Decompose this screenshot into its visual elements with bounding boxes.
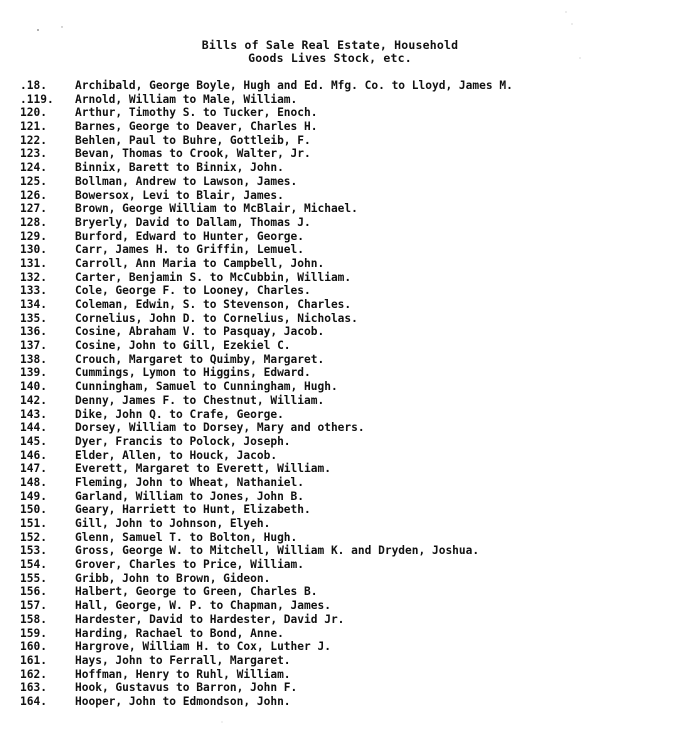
- list-item: [20, 353, 680, 367]
- entry-text: Cummings, Lymon to Higgins, Edward.: [75, 366, 311, 380]
- list-item: [20, 189, 680, 203]
- entry-text: Burford, Edward to Hunter, George.: [75, 229, 305, 243]
- entry-number: 135.: [20, 311, 47, 325]
- entry-number: 156.: [20, 585, 47, 599]
- entry-number: 140.: [20, 380, 47, 394]
- entry-text: Hays, John to Ferrall, Margaret.: [75, 653, 291, 667]
- entry-number: 128.: [20, 215, 47, 229]
- entry-number: 164.: [20, 694, 47, 708]
- list-item: [20, 449, 680, 463]
- entry-number: 149.: [20, 489, 47, 503]
- entry-text: Hall, George, W. P. to Chapman, James.: [75, 599, 331, 613]
- list-item: [20, 599, 680, 613]
- entry-text: Garland, William to Jones, John B.: [75, 489, 305, 503]
- entry-text: Bevan, Thomas to Crook, Walter, Jr.: [75, 147, 311, 161]
- entry-number: .18.: [20, 79, 47, 92]
- list-item: [20, 394, 680, 408]
- entry-text: Harding, Rachael to Bond, Anne.: [75, 626, 284, 640]
- entry-number: 120.: [20, 106, 47, 120]
- entry-text: Dyer, Francis to Polock, Joseph.: [75, 434, 291, 448]
- entry-text: Glenn, Samuel T. to Bolton, Hugh.: [75, 530, 298, 544]
- entry-text: Fleming, John to Wheat, Nathaniel.: [75, 475, 305, 489]
- entry-number: 125.: [20, 174, 47, 188]
- entry-number: 151.: [20, 517, 47, 530]
- entry-list: [20, 79, 680, 709]
- entry-text: Geary, Harriett to Hunt, Elizabeth.: [75, 503, 311, 517]
- entry-text: Everett, Margaret to Everett, William.: [75, 462, 331, 476]
- list-item: [20, 325, 680, 339]
- entry-number: 137.: [20, 339, 47, 353]
- list-item: [20, 695, 680, 709]
- entry-text: Bryerly, David to Dallam, Thomas J.: [75, 215, 311, 229]
- entry-number: 157.: [20, 599, 47, 613]
- entry-text: Carr, James H. to Griffin, Lemuel.: [75, 243, 305, 257]
- entry-number: 132.: [20, 270, 47, 284]
- entry-number: 126.: [20, 188, 47, 202]
- entry-text: Archibald, George Boyle, Hugh and Ed. Mfg. Co. to Lloyd, James M.: [75, 79, 513, 92]
- entry-text: Binnix, Barett to Binnix, John.: [75, 161, 284, 175]
- list-item: [20, 476, 680, 490]
- entry-text: Gribb, John to Brown, Gideon.: [75, 571, 271, 585]
- list-item: [20, 531, 680, 545]
- list-item: [20, 312, 680, 326]
- entry-number: 152.: [20, 530, 47, 544]
- entry-text: Hoffman, Henry to Ruhl, William.: [75, 667, 291, 681]
- entry-number: 123.: [20, 147, 47, 161]
- entry-number: 136.: [20, 325, 47, 339]
- entry-number: 134.: [20, 298, 47, 311]
- list-item: [20, 134, 680, 148]
- entry-text: Crouch, Margaret to Quimby, Margaret.: [75, 352, 325, 366]
- entry-text: Hargrove, William H. to Cox, Luther J.: [75, 640, 331, 654]
- list-item: [20, 106, 680, 120]
- entry-number: 124.: [20, 161, 47, 175]
- entry-number: 147.: [20, 462, 47, 476]
- list-item: [20, 284, 680, 298]
- entry-number: 153.: [20, 544, 47, 558]
- entry-number: 161.: [20, 653, 47, 667]
- entry-text: Dike, John Q. to Crafe, George.: [75, 407, 284, 421]
- entry-number: 155.: [20, 571, 47, 585]
- entry-text: Gross, George W. to Mitchell, William K. and Dryden, Joshua.: [75, 544, 480, 558]
- entry-number: 148.: [20, 475, 47, 489]
- list-item: [20, 640, 680, 654]
- entry-number: 150.: [20, 503, 47, 517]
- entry-number: 146.: [20, 448, 47, 462]
- entry-text: Dorsey, William to Dorsey, Mary and others.: [75, 421, 365, 435]
- list-item: [20, 380, 680, 394]
- entry-number: 160.: [20, 640, 47, 654]
- list-item: [20, 366, 680, 380]
- document-title-line-1: Bills of Sale Real Estate, Household: [201, 38, 459, 52]
- entry-text: Brown, George William to McBlair, Michael.: [75, 202, 358, 216]
- entry-number: 122.: [20, 133, 47, 147]
- entry-number: 142.: [20, 393, 47, 407]
- list-item: [20, 544, 680, 558]
- list-item: [20, 613, 680, 627]
- entry-text: Coleman, Edwin, S. to Stevenson, Charles.: [75, 298, 352, 311]
- entry-number: 154.: [20, 558, 47, 572]
- entry-text: Cosine, Abraham V. to Pasquay, Jacob.: [75, 325, 325, 339]
- entry-text: Hardester, David to Hardester, David Jr.: [75, 612, 345, 626]
- entry-text: Hook, Gustavus to Barron, John F.: [75, 681, 298, 695]
- list-item: [20, 462, 680, 476]
- entry-number: 162.: [20, 667, 47, 681]
- list-item: [20, 298, 680, 312]
- entry-text: Behlen, Paul to Buhre, Gottleib, F.: [75, 133, 311, 147]
- entry-text: Elder, Allen, to Houck, Jacob.: [75, 448, 278, 462]
- list-item: [20, 339, 680, 353]
- entry-number: 138.: [20, 352, 47, 366]
- entry-text: Cole, George F. to Looney, Charles.: [75, 284, 311, 298]
- list-item: [20, 627, 680, 641]
- list-item: [20, 503, 680, 517]
- entry-text: Gill, John to Johnson, Elyeh.: [75, 517, 271, 530]
- entry-number: 145.: [20, 434, 47, 448]
- list-item: [20, 243, 680, 257]
- list-item: [20, 435, 680, 449]
- entry-text: Bowersox, Levi to Blair, James.: [75, 188, 284, 202]
- list-item: [20, 408, 680, 422]
- list-item: [20, 93, 680, 107]
- entry-text: Halbert, George to Green, Charles B.: [75, 585, 318, 599]
- entry-number: 144.: [20, 421, 47, 435]
- entry-number: 133.: [20, 284, 47, 298]
- entry-text: Cornelius, John D. to Cornelius, Nicholas.: [75, 311, 358, 325]
- entry-number: 158.: [20, 612, 47, 626]
- entry-text: Barnes, George to Deaver, Charles H.: [75, 120, 318, 134]
- list-item: [20, 572, 680, 586]
- list-item: [20, 421, 680, 435]
- entry-number: 139.: [20, 366, 47, 380]
- entry-text: Bollman, Andrew to Lawson, James.: [75, 174, 298, 188]
- entry-text: Hooper, John to Edmondson, John.: [75, 694, 291, 708]
- entry-text: Arnold, William to Male, William.: [75, 92, 298, 106]
- entry-text: Carroll, Ann Maria to Campbell, John.: [75, 256, 325, 270]
- list-item: [20, 230, 680, 244]
- entry-number: 129.: [20, 229, 47, 243]
- entry-text: Cosine, John to Gill, Ezekiel C.: [75, 339, 291, 353]
- entry-text: Denny, James F. to Chestnut, William.: [75, 393, 325, 407]
- list-item: [20, 120, 680, 134]
- entry-number: 130.: [20, 243, 47, 257]
- list-item: [20, 585, 680, 599]
- list-item: [20, 681, 680, 695]
- list-item: [20, 668, 680, 682]
- list-item: [20, 517, 680, 531]
- list-item: [20, 558, 680, 572]
- entry-number: .119.: [20, 92, 54, 106]
- list-item: [20, 147, 680, 161]
- entry-text: Cunningham, Samuel to Cunningham, Hugh.: [75, 380, 338, 394]
- list-item: [20, 216, 680, 230]
- list-item: [20, 79, 680, 93]
- list-item: [20, 490, 680, 504]
- entry-number: 163.: [20, 681, 47, 695]
- entry-number: 159.: [20, 626, 47, 640]
- list-item: [20, 175, 680, 189]
- list-item: [20, 654, 680, 668]
- entry-number: 131.: [20, 256, 47, 270]
- list-item: [20, 271, 680, 285]
- entry-text: Arthur, Timothy S. to Tucker, Enoch.: [75, 106, 318, 120]
- list-item: [20, 161, 680, 175]
- entry-number: 127.: [20, 202, 47, 216]
- entry-text: Grover, Charles to Price, William.: [75, 558, 305, 572]
- document-title-line-2: Goods Lives Stock, etc.: [248, 51, 412, 65]
- entry-number: 143.: [20, 407, 47, 421]
- list-item: [20, 257, 680, 271]
- entry-text: Carter, Benjamin S. to McCubbin, William.: [75, 270, 352, 284]
- entry-number: 121.: [20, 120, 47, 134]
- list-item: [20, 202, 680, 216]
